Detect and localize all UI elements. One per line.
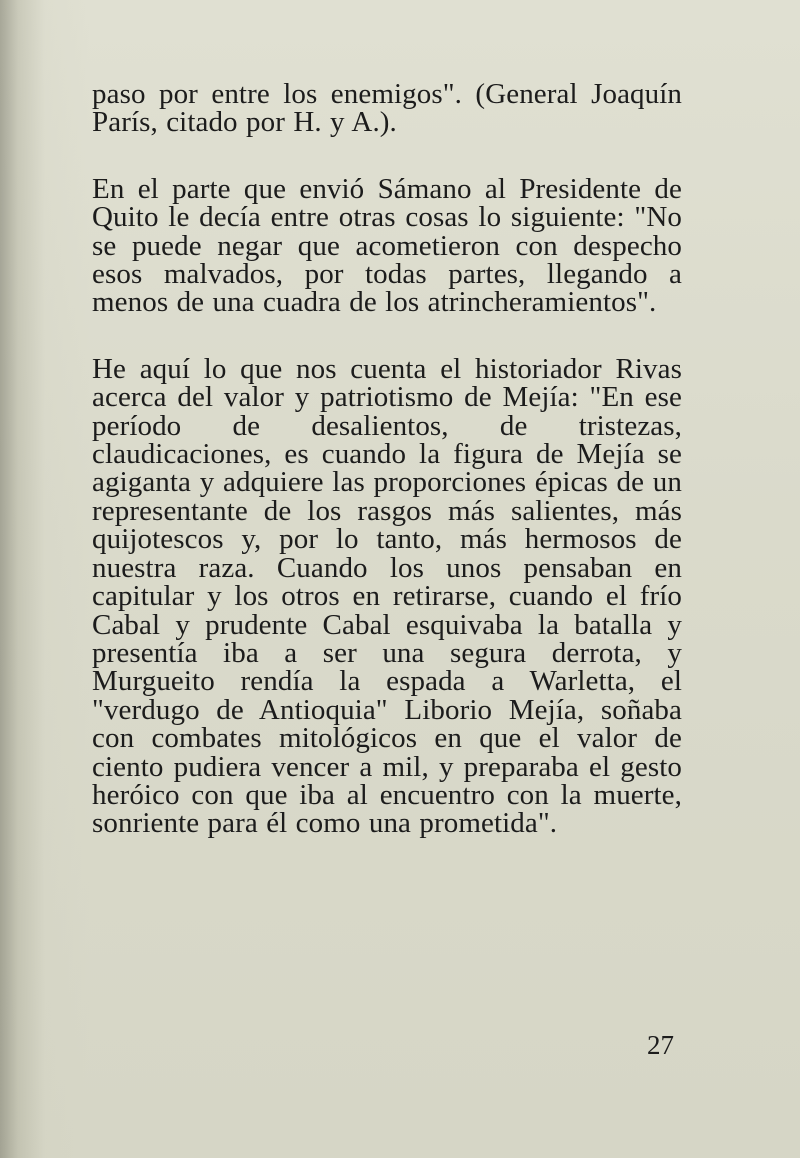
body-text <box>92 80 682 838</box>
paragraph-1: paso por entre los enemigos". (General Joaquín París, citado por H. y A.). <box>92 78 682 139</box>
page-number: 27 <box>647 1030 674 1060</box>
paragraph-2: En el parte que envió Sámano al Presidente de Quito le decía entre otras cosas lo siguiente: "No se puede negar que acometieron con despecho esos malvados, por todas partes, llegando a menos de una cuadra de los atrincheramientos". <box>92 172 682 319</box>
paragraph-3: He aquí lo que nos cuenta el historiador Rivas acerca del valor y patriotismo de Mejía: "En ese período de desalientos, de tristezas, claudicaciones, es cuando la figura de Mejía se agiganta y adquiere las proporciones épicas de un representante de los rasgos más salientes, más quijotescos y, por lo tanto, más hermosos de nuestra raza. Cuando los unos pensaban en capitular y los otros en retirarse, cuando el frío Cabal y prudente Cabal esquivaba la batalla y presentía iba a ser una segura derrota, y Murgueito rendía la espada a Warletta, el "verdugo de Antioquia" Liborio Mejía, soñaba con combates mitológicos en que el valor de ciento pudiera vencer a mil, y preparaba el gesto heróico con que iba al encuentro con la muerte, sonriente para él como una prometida". <box>92 352 682 840</box>
